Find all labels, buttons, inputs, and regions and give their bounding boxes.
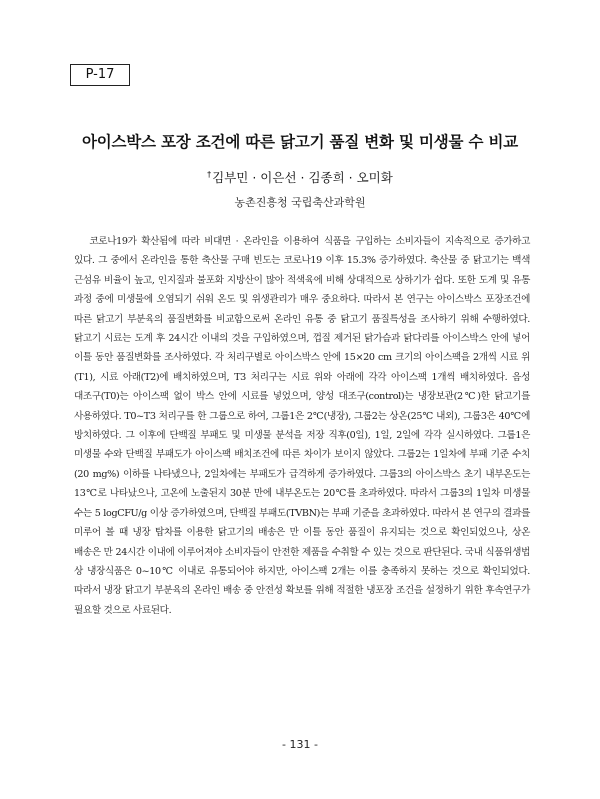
poster-number-box: P-17 bbox=[70, 64, 130, 86]
author-names: 김부민 · 이은선 · 김종희 · 오미화 bbox=[212, 170, 393, 185]
author-list bbox=[0, 168, 600, 186]
page-number: - 131 - bbox=[282, 738, 318, 751]
corresponding-author-marker: † bbox=[207, 170, 212, 179]
paper-title: 아이스박스 포장 조건에 따른 닭고기 품질 변화 및 미생물 수 비교 bbox=[81, 133, 519, 151]
author-affiliation: 농촌진흥청 국립축산과학원 bbox=[234, 196, 366, 209]
abstract-body: 코로나19가 확산됨에 따라 비대면 · 온라인을 이용하여 식품을 구입하는 소비자들이 지속적으로 증가하고 있다. 그 중에서 온라인을 통한 축산물 구매 빈도는 코로나19 이후 15.3% 증가하였다. 축산물 중 닭고기는 백색 근섬유 비율이 높고, 인지질과 불포화 지방산이 많아 적색육에 비해 상대적으로 상하기가 쉽다. 또한 도계 및 유통 과정 중에 미생물에 오염되기 쉬워 온도 및 위생관리가 매우 중요하다. 따라서 본 연구는 아이스박스 포장조건에 따른 닭고기 부분육의 품질변화를 비교함으로써 온라인 유통 중 닭고기 품질특성을 조사하기 위해 수행하였다. 닭고기 시료는 도계 후 24시간 이내의 것을 구입하였으며, 껍질 제거된 닭가슴과 닭다리를 아이스박스 안에 넣어 이틀 동안 품질변화를 조사하였다. 각 처리구별로 아이스박스 안에 15×20 cm 크기의 아이스팩을 2개씩 시료 위(T1), 시료 아래(T2)에 배치하였으며, T3 처리구는 시료 위와 아래에 각각 아이스팩 1개씩 배치하였다. 음성 대조구(T0)는 아이스팩 없이 박스 안에 시료를 넣었으며, 양성 대조구(control)는 냉장보관(2℃)한 닭고기를 사용하였다. T0~T3 처리구를 한 그룹으로 하여, 그룹1은 2℃(냉장), 그룹2는 상온(25℃ 내외), 그룹3은 40℃에 방치하였다. 그 이후에 단백질 부패도 및 미생물 분석을 저장 직후(0일), 1일, 2일에 각각 실시하였다. 그룹1은 미생물 수와 단백질 부패도가 아이스팩 배치조건에 따른 차이가 보이지 않았다. 그룹2는 1일차에 부패 기준 수치(20 mg%) 이하를 나타냈으나, 2일차에는 부패도가 급격하게 증가하였다. 그룹3의 아이스박스 초기 내부온도는 13℃로 나타났으나, 고온에 노출된지 30분 만에 내부온도는 20℃를 초과하였다. 따라서 그룹3의 1일차 미생물 수는 5 logCFU/g 이상 증가하였으며, 단백질 부패도(TVBN)는 부패 기준을 초과하였다. 따라서 본 연구의 결과를 미루어 볼 때 냉장 탑차를 이용한 닭고기의 배송은 만 이틀 동안 품질이 유지되는 것으로 확인되었으나, 상온 배송은 만 24시간 이내에 이루어져야 소비자들이 안전한 제품을 수취할 수 있는 것으로 판단된다. 국내 식품위생법 상 냉장식품은 0~10℃ 이내로 유통되어야 하지만, 아이스팩 2개는 이를 충족하지 못하는 것으로 확인되었다. 따라서 냉장 닭고기 부분육의 온라인 배송 중 안전성 확보를 위해 적절한 냉포장 조건을 설정하기 위한 후속연구가 필요할 것으로 사료된다. bbox=[74, 236, 530, 616]
